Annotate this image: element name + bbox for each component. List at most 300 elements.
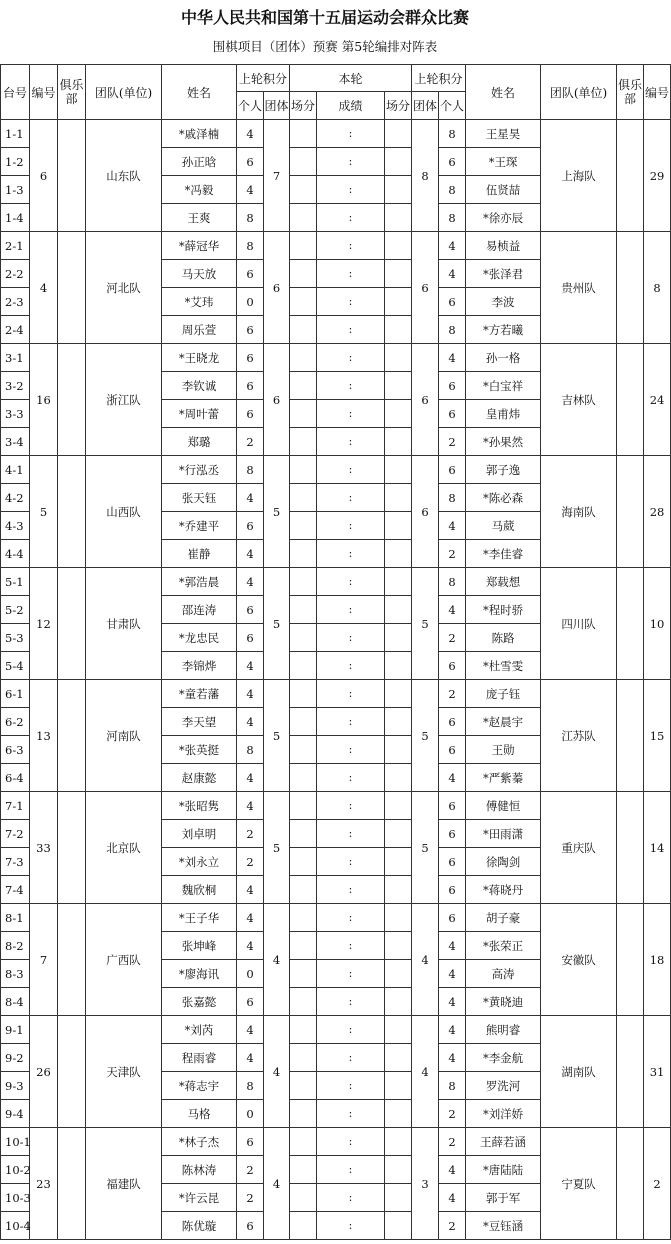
result-cell[interactable]: : <box>317 288 385 316</box>
match-points-right[interactable] <box>385 1044 412 1072</box>
match-points-right[interactable] <box>385 484 412 512</box>
result-cell[interactable]: : <box>317 792 385 820</box>
player-points-left: 8 <box>237 232 264 260</box>
table-row <box>1 904 671 932</box>
result-cell[interactable]: : <box>317 596 385 624</box>
match-points-left[interactable] <box>290 1044 317 1072</box>
header-prev-points-left: 上轮积分 <box>237 65 290 92</box>
board-number: 7-3 <box>1 848 30 876</box>
result-cell[interactable]: : <box>317 876 385 904</box>
team-points-right: 5 <box>412 680 439 792</box>
player-name-right: 王薛若涵 <box>466 1128 541 1156</box>
result-cell[interactable]: : <box>317 764 385 792</box>
player-name-right: 徐陶剑 <box>466 848 541 876</box>
player-name-left: 张天钰 <box>162 484 237 512</box>
player-points-left: 0 <box>237 288 264 316</box>
board-number: 9-3 <box>1 1072 30 1100</box>
player-points-left: 4 <box>237 904 264 932</box>
result-cell[interactable]: : <box>317 372 385 400</box>
match-points-left[interactable] <box>290 904 317 932</box>
board-number: 10-2 <box>1 1156 30 1184</box>
player-name-right: *田雨潇 <box>466 820 541 848</box>
result-cell[interactable]: : <box>317 512 385 540</box>
match-points-right[interactable] <box>385 792 412 820</box>
player-name-right: 郑载想 <box>466 568 541 596</box>
table-row <box>1 344 671 372</box>
match-points-left[interactable] <box>290 316 317 344</box>
match-points-right[interactable] <box>385 120 412 148</box>
match-points-right[interactable] <box>385 1128 412 1156</box>
result-cell[interactable]: : <box>317 540 385 568</box>
result-cell[interactable]: : <box>317 428 385 456</box>
result-cell[interactable]: : <box>317 316 385 344</box>
player-name-right: *蒋晓丹 <box>466 876 541 904</box>
player-name-left: 张坤峰 <box>162 932 237 960</box>
match-points-left[interactable] <box>290 204 317 232</box>
match-points-left[interactable] <box>290 1184 317 1212</box>
match-points-left[interactable] <box>290 736 317 764</box>
result-cell[interactable]: : <box>317 1044 385 1072</box>
player-points-right: 8 <box>439 176 466 204</box>
team-number-left: 33 <box>30 792 58 904</box>
match-points-left[interactable] <box>290 372 317 400</box>
board-number: 7-2 <box>1 820 30 848</box>
player-name-left: *林子杰 <box>162 1128 237 1156</box>
match-points-left[interactable] <box>290 344 317 372</box>
player-name-left: 陈林涛 <box>162 1156 237 1184</box>
player-name-right: 孙一格 <box>466 344 541 372</box>
team-points-right: 6 <box>412 232 439 344</box>
player-name-right: 傅健恒 <box>466 792 541 820</box>
player-name-left: 周乐萱 <box>162 316 237 344</box>
player-points-right: 4 <box>439 512 466 540</box>
player-name-right: 马葳 <box>466 512 541 540</box>
board-number: 5-2 <box>1 596 30 624</box>
player-points-left: 4 <box>237 764 264 792</box>
match-points-left[interactable] <box>290 120 317 148</box>
player-name-left: *艾玮 <box>162 288 237 316</box>
page-subtitle: 围棋项目（团体）预赛 第5轮编排对阵表 <box>212 39 438 54</box>
team-number-left: 12 <box>30 568 58 680</box>
result-cell[interactable]: : <box>317 1212 385 1240</box>
result-cell[interactable]: : <box>317 736 385 764</box>
player-name-left: *刘永立 <box>162 848 237 876</box>
player-points-left: 6 <box>237 148 264 176</box>
board-number: 4-4 <box>1 540 30 568</box>
player-name-right: 郭于军 <box>466 1184 541 1212</box>
match-points-right[interactable] <box>385 960 412 988</box>
player-name-right: 熊明睿 <box>466 1016 541 1044</box>
match-points-right[interactable] <box>385 428 412 456</box>
match-points-right[interactable] <box>385 568 412 596</box>
player-points-right: 2 <box>439 624 466 652</box>
header-team-left: 团队(单位) <box>86 65 162 120</box>
player-name-right: *李金航 <box>466 1044 541 1072</box>
header-this-round: 本轮 <box>290 65 412 92</box>
table-row <box>1 792 671 820</box>
match-points-left[interactable] <box>290 400 317 428</box>
player-name-right: *赵晨宇 <box>466 708 541 736</box>
player-points-left: 0 <box>237 1100 264 1128</box>
header-num-left: 编号 <box>30 65 58 120</box>
result-cell[interactable]: : <box>317 568 385 596</box>
board-number: 3-1 <box>1 344 30 372</box>
team-name-left: 广西队 <box>86 904 162 1016</box>
player-points-right: 6 <box>439 792 466 820</box>
player-name-left: 马格 <box>162 1100 237 1128</box>
match-points-right[interactable] <box>385 988 412 1016</box>
player-points-right: 6 <box>439 736 466 764</box>
team-name-left: 山东队 <box>86 120 162 232</box>
board-number: 2-3 <box>1 288 30 316</box>
team-name-left: 河南队 <box>86 680 162 792</box>
board-number: 3-4 <box>1 428 30 456</box>
match-points-right[interactable] <box>385 1100 412 1128</box>
team-number-left: 4 <box>30 232 58 344</box>
player-points-left: 4 <box>237 708 264 736</box>
player-points-right: 4 <box>439 1184 466 1212</box>
result-cell[interactable]: : <box>317 120 385 148</box>
player-points-right: 6 <box>439 904 466 932</box>
pairing-rows <box>1 120 671 1240</box>
match-points-right[interactable] <box>385 148 412 176</box>
header-club-left: 俱乐部 <box>58 65 86 120</box>
result-cell[interactable]: : <box>317 1184 385 1212</box>
match-points-right[interactable] <box>385 176 412 204</box>
match-points-left[interactable] <box>290 176 317 204</box>
board-number: 8-2 <box>1 932 30 960</box>
player-points-left: 2 <box>237 848 264 876</box>
team-number-left: 26 <box>30 1016 58 1128</box>
player-points-left: 6 <box>237 512 264 540</box>
table-row <box>1 1128 671 1156</box>
player-points-left: 0 <box>237 960 264 988</box>
player-name-right: *方若曦 <box>466 316 541 344</box>
result-cell[interactable]: : <box>317 932 385 960</box>
player-name-right: *刘洋娇 <box>466 1100 541 1128</box>
match-points-left[interactable] <box>290 1016 317 1044</box>
team-name-right: 上海队 <box>541 120 617 232</box>
match-points-right[interactable] <box>385 932 412 960</box>
match-points-right[interactable] <box>385 848 412 876</box>
board-number: 5-1 <box>1 568 30 596</box>
result-cell[interactable]: : <box>317 148 385 176</box>
board-number: 6-2 <box>1 708 30 736</box>
match-points-right[interactable] <box>385 540 412 568</box>
team-number-right: 2 <box>644 1128 671 1240</box>
match-points-left[interactable] <box>290 848 317 876</box>
match-points-left[interactable] <box>290 148 317 176</box>
match-points-right[interactable] <box>385 624 412 652</box>
match-points-right[interactable] <box>385 232 412 260</box>
player-name-right: 陈路 <box>466 624 541 652</box>
match-points-left[interactable] <box>290 1156 317 1184</box>
match-points-right[interactable] <box>385 904 412 932</box>
player-name-left: 邵连涛 <box>162 596 237 624</box>
team-name-right: 四川队 <box>541 568 617 680</box>
team-name-left: 山西队 <box>86 456 162 568</box>
result-cell[interactable]: : <box>317 652 385 680</box>
team-number-right: 24 <box>644 344 671 456</box>
player-name-left: 马天放 <box>162 260 237 288</box>
match-points-left[interactable] <box>290 652 317 680</box>
team-name-right: 湖南队 <box>541 1016 617 1128</box>
player-name-left: *行泓丞 <box>162 456 237 484</box>
player-points-right: 4 <box>439 764 466 792</box>
player-points-right: 6 <box>439 372 466 400</box>
match-points-left[interactable] <box>290 988 317 1016</box>
player-name-left: *蒋志宇 <box>162 1072 237 1100</box>
team-points-left: 5 <box>264 792 290 904</box>
match-points-right[interactable] <box>385 680 412 708</box>
header-num-right: 编号 <box>644 65 671 120</box>
board-number: 8-1 <box>1 904 30 932</box>
player-name-left: *戚泽楠 <box>162 120 237 148</box>
match-points-left[interactable] <box>290 792 317 820</box>
player-points-left: 6 <box>237 1212 264 1240</box>
player-name-right: *豆钰涵 <box>466 1212 541 1240</box>
player-points-right: 6 <box>439 708 466 736</box>
match-points-left[interactable] <box>290 260 317 288</box>
board-number: 6-3 <box>1 736 30 764</box>
match-points-left[interactable] <box>290 876 317 904</box>
result-cell[interactable]: : <box>317 960 385 988</box>
club-right <box>617 232 644 344</box>
team-points-right: 4 <box>412 1016 439 1128</box>
result-cell[interactable]: : <box>317 484 385 512</box>
match-points-left[interactable] <box>290 764 317 792</box>
match-points-left[interactable] <box>290 624 317 652</box>
player-points-left: 2 <box>237 1184 264 1212</box>
team-number-left: 6 <box>30 120 58 232</box>
player-name-left: 魏欣桐 <box>162 876 237 904</box>
team-points-left: 5 <box>264 680 290 792</box>
result-cell[interactable]: : <box>317 1128 385 1156</box>
match-points-right[interactable] <box>385 1184 412 1212</box>
match-points-right[interactable] <box>385 1072 412 1100</box>
result-cell[interactable]: : <box>317 456 385 484</box>
team-points-left: 7 <box>264 120 290 232</box>
player-points-left: 4 <box>237 484 264 512</box>
team-number-right: 8 <box>644 232 671 344</box>
club-right <box>617 1128 644 1240</box>
club-right <box>617 1016 644 1128</box>
club-right <box>617 120 644 232</box>
club-left <box>58 120 86 232</box>
match-points-right[interactable] <box>385 876 412 904</box>
player-name-right: *杜雪雯 <box>466 652 541 680</box>
match-points-left[interactable] <box>290 540 317 568</box>
match-points-left[interactable] <box>290 680 317 708</box>
player-points-right: 4 <box>439 232 466 260</box>
result-cell[interactable]: : <box>317 1156 385 1184</box>
match-points-right[interactable] <box>385 1212 412 1240</box>
player-points-left: 8 <box>237 204 264 232</box>
header-table-no: 台号 <box>1 65 30 120</box>
player-points-right: 6 <box>439 652 466 680</box>
result-cell[interactable]: : <box>317 400 385 428</box>
match-points-right[interactable] <box>385 1156 412 1184</box>
result-cell[interactable]: : <box>317 344 385 372</box>
player-name-right: *张荣正 <box>466 932 541 960</box>
match-points-right[interactable] <box>385 736 412 764</box>
player-name-left: *刘芮 <box>162 1016 237 1044</box>
player-points-left: 4 <box>237 1044 264 1072</box>
result-cell[interactable]: : <box>317 708 385 736</box>
player-points-right: 4 <box>439 344 466 372</box>
board-number: 1-1 <box>1 120 30 148</box>
team-points-left: 4 <box>264 1128 290 1240</box>
player-points-right: 4 <box>439 1044 466 1072</box>
match-points-right[interactable] <box>385 456 412 484</box>
player-points-left: 2 <box>237 820 264 848</box>
result-cell[interactable]: : <box>317 904 385 932</box>
player-name-left: *龙忠民 <box>162 624 237 652</box>
board-number: 10-3 <box>1 1184 30 1212</box>
match-points-right[interactable] <box>385 708 412 736</box>
player-name-left: 崔静 <box>162 540 237 568</box>
player-name-right: 王勋 <box>466 736 541 764</box>
team-number-left: 13 <box>30 680 58 792</box>
match-points-left[interactable] <box>290 1072 317 1100</box>
board-number: 9-2 <box>1 1044 30 1072</box>
match-points-left[interactable] <box>290 456 317 484</box>
match-points-left[interactable] <box>290 596 317 624</box>
match-points-left[interactable] <box>290 1212 317 1240</box>
table-row <box>1 1016 671 1044</box>
player-points-right: 2 <box>439 428 466 456</box>
match-points-left[interactable] <box>290 568 317 596</box>
board-number: 9-4 <box>1 1100 30 1128</box>
player-name-right: *严紫蓁 <box>466 764 541 792</box>
match-points-left[interactable] <box>290 960 317 988</box>
team-name-right: 海南队 <box>541 456 617 568</box>
player-name-right: *黄晓迪 <box>466 988 541 1016</box>
match-points-right[interactable] <box>385 400 412 428</box>
result-cell[interactable]: : <box>317 820 385 848</box>
match-points-right[interactable] <box>385 512 412 540</box>
club-right <box>617 904 644 1016</box>
match-points-left[interactable] <box>290 288 317 316</box>
club-left <box>58 1016 86 1128</box>
board-number: 5-4 <box>1 652 30 680</box>
team-points-left: 6 <box>264 344 290 456</box>
team-number-right: 28 <box>644 456 671 568</box>
header-match-pts-left: 场分 <box>290 92 317 120</box>
result-cell[interactable]: : <box>317 232 385 260</box>
team-name-left: 天津队 <box>86 1016 162 1128</box>
player-name-right: *王琛 <box>466 148 541 176</box>
result-cell[interactable]: : <box>317 204 385 232</box>
header-name-right: 姓名 <box>466 65 541 120</box>
player-name-right: 罗洗河 <box>466 1072 541 1100</box>
team-points-right: 5 <box>412 792 439 904</box>
player-points-left: 6 <box>237 624 264 652</box>
result-cell[interactable]: : <box>317 260 385 288</box>
match-points-left[interactable] <box>290 1128 317 1156</box>
player-name-right: 郭子逸 <box>466 456 541 484</box>
player-points-right: 6 <box>439 876 466 904</box>
result-cell[interactable]: : <box>317 624 385 652</box>
team-number-right: 31 <box>644 1016 671 1128</box>
header-team-right: 团队(单位) <box>541 65 617 120</box>
table-row <box>1 680 671 708</box>
match-points-left[interactable] <box>290 820 317 848</box>
player-points-left: 4 <box>237 652 264 680</box>
match-points-right[interactable] <box>385 316 412 344</box>
team-points-right: 8 <box>412 120 439 232</box>
player-name-left: *廖海讯 <box>162 960 237 988</box>
player-points-right: 8 <box>439 484 466 512</box>
player-points-right: 8 <box>439 204 466 232</box>
player-name-left: 张嘉懿 <box>162 988 237 1016</box>
match-points-left[interactable] <box>290 1100 317 1128</box>
result-cell[interactable]: : <box>317 1072 385 1100</box>
player-points-left: 6 <box>237 988 264 1016</box>
team-points-left: 4 <box>264 904 290 1016</box>
result-cell[interactable]: : <box>317 848 385 876</box>
match-points-left[interactable] <box>290 708 317 736</box>
player-name-right: *徐亦辰 <box>466 204 541 232</box>
team-number-right: 14 <box>644 792 671 904</box>
match-points-left[interactable] <box>290 512 317 540</box>
team-points-right: 5 <box>412 568 439 680</box>
player-points-left: 6 <box>237 344 264 372</box>
page-title: 中华人民共和国第十五届运动会群众比赛 <box>180 8 469 27</box>
team-name-right: 重庆队 <box>541 792 617 904</box>
player-points-right: 2 <box>439 540 466 568</box>
match-points-right[interactable] <box>385 260 412 288</box>
team-name-right: 宁夏队 <box>541 1128 617 1240</box>
player-points-left: 4 <box>237 568 264 596</box>
result-cell[interactable]: : <box>317 1016 385 1044</box>
match-points-right[interactable] <box>385 596 412 624</box>
match-points-right[interactable] <box>385 288 412 316</box>
result-cell[interactable]: : <box>317 680 385 708</box>
result-cell[interactable]: : <box>317 1100 385 1128</box>
player-points-left: 4 <box>237 792 264 820</box>
player-points-right: 8 <box>439 316 466 344</box>
match-points-left[interactable] <box>290 484 317 512</box>
club-right <box>617 344 644 456</box>
match-points-right[interactable] <box>385 344 412 372</box>
team-number-left: 7 <box>30 904 58 1016</box>
board-number: 6-1 <box>1 680 30 708</box>
match-points-right[interactable] <box>385 820 412 848</box>
result-cell[interactable]: : <box>317 988 385 1016</box>
match-points-right[interactable] <box>385 1016 412 1044</box>
team-number-right: 18 <box>644 904 671 1016</box>
match-points-left[interactable] <box>290 932 317 960</box>
club-left <box>58 232 86 344</box>
match-points-right[interactable] <box>385 652 412 680</box>
board-number: 10-4 <box>1 1212 30 1240</box>
player-points-left: 6 <box>237 400 264 428</box>
board-number: 2-2 <box>1 260 30 288</box>
club-left <box>58 456 86 568</box>
match-points-left[interactable] <box>290 232 317 260</box>
match-points-right[interactable] <box>385 372 412 400</box>
match-points-right[interactable] <box>385 204 412 232</box>
player-points-right: 8 <box>439 1072 466 1100</box>
match-points-right[interactable] <box>385 764 412 792</box>
player-points-right: 6 <box>439 848 466 876</box>
club-left <box>58 1128 86 1240</box>
result-cell[interactable]: : <box>317 176 385 204</box>
player-points-left: 4 <box>237 120 264 148</box>
club-right <box>617 568 644 680</box>
match-points-left[interactable] <box>290 428 317 456</box>
